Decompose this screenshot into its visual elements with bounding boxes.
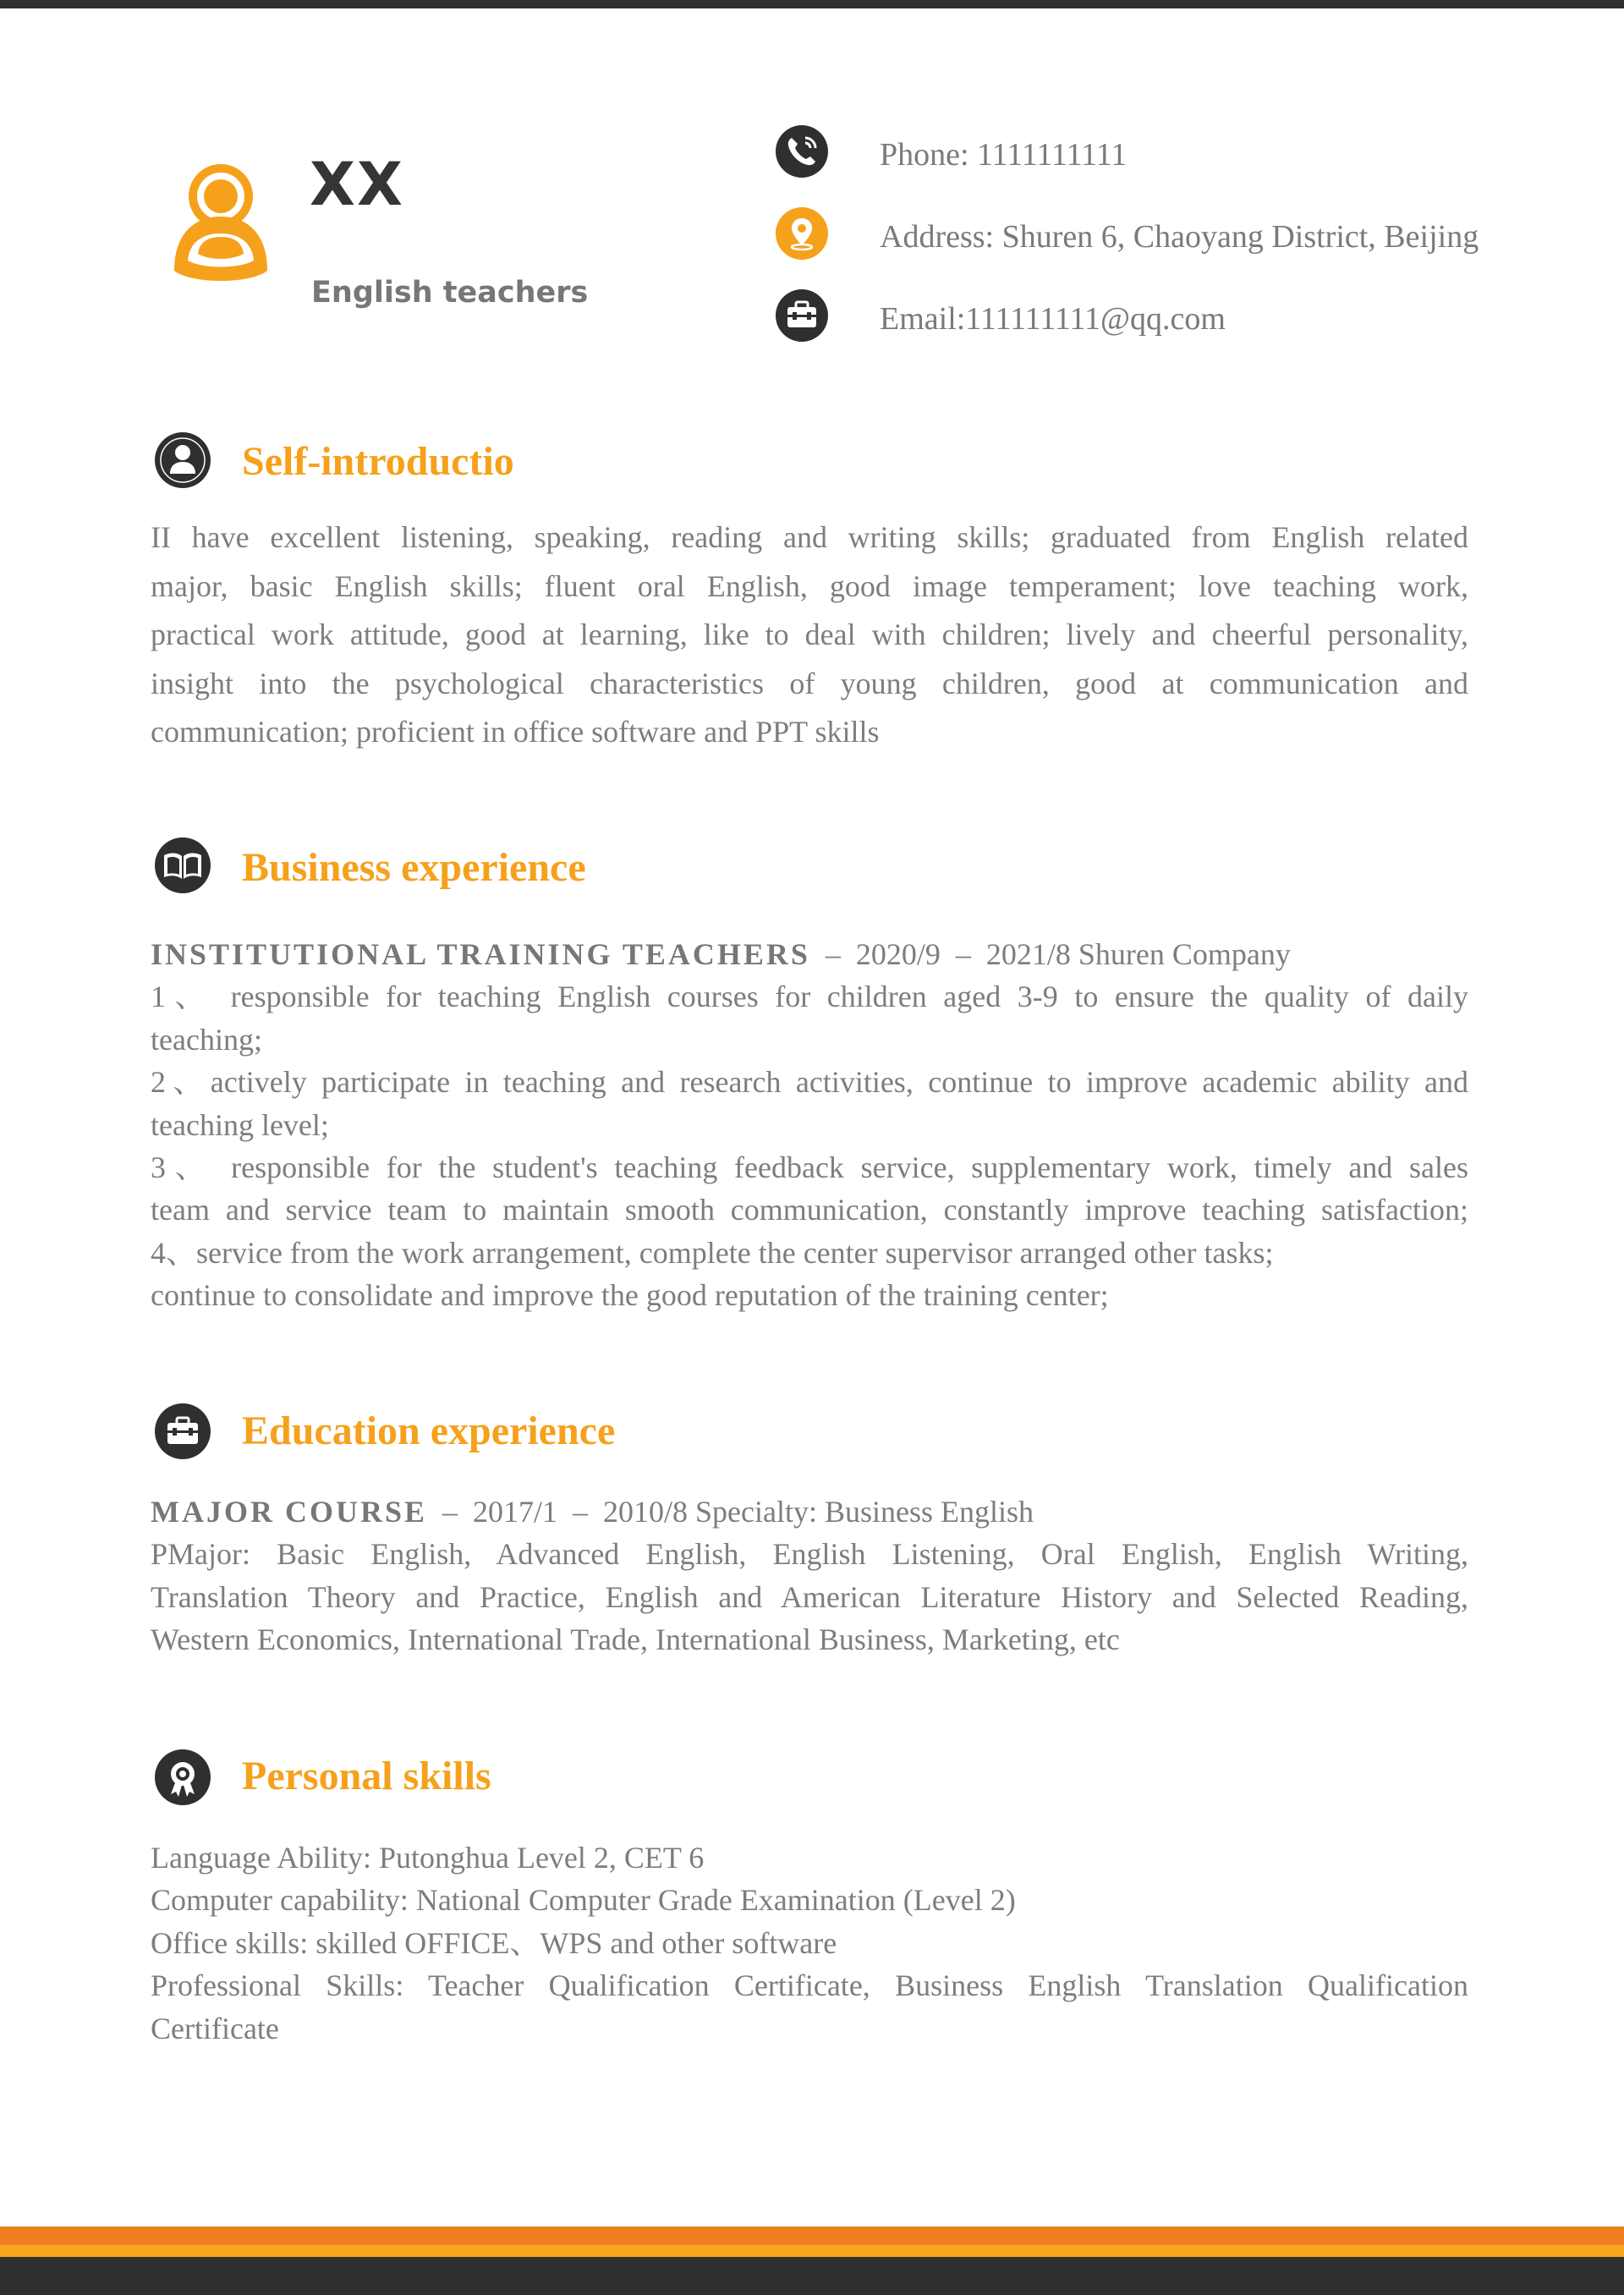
- course-line: Translation Theory and Practice, English and American Literature History and Selected Reading,: [151, 1579, 1468, 1614]
- date-separator: –: [442, 1495, 458, 1529]
- section-title-business: Business experience: [242, 845, 586, 890]
- address-text: Address: Shuren 6, Chaoyang District, Beijing: [880, 219, 1479, 255]
- phone-icon: [775, 124, 829, 178]
- skill-line: Professional Skills: Teacher Qualification Certificate, Business English Translation Qualification: [151, 1968, 1468, 2003]
- duty-line: team and service team to maintain smooth communication, constantly improve teaching satisfaction;: [151, 1193, 1468, 1227]
- skill-line: Language Ability: Putonghua Level 2, CET 6: [151, 1841, 705, 1875]
- education-header: [151, 1491, 1468, 1533]
- paragraph-line: insight into the psychological characteristics of young children, good at communication and: [151, 666, 1468, 700]
- section-title-education: Education experience: [242, 1408, 616, 1453]
- paragraph-line: practical work attitude, good at learning, like to deal with children; lively and cheerful personality,: [151, 618, 1468, 651]
- phone-text: Phone: 1111111111: [880, 137, 1127, 173]
- footer-orange-stripe: [0, 2226, 1624, 2245]
- briefcase-icon: [775, 288, 829, 343]
- course-line: Western Economics, International Trade, International Business, Marketing, etc: [151, 1622, 1120, 1657]
- date-separator: –: [573, 1495, 589, 1529]
- course-line: PMajor: Basic English, Advanced English, English Listening, Oral English, English Writing,: [151, 1537, 1468, 1572]
- paragraph-line: II have excellent listening, speaking, reading and writing skills; graduated from English related: [151, 520, 1468, 554]
- duty-line: 1、 responsible for teaching English courses for children aged 3-9 to ensure the quality of daily: [151, 980, 1468, 1014]
- date-separator: –: [955, 937, 971, 971]
- job-title: INSTITUTIONAL TRAINING TEACHERS: [151, 937, 810, 971]
- paragraph-line: communication; proficient in office software and PPT skills: [151, 715, 880, 749]
- date-separator: –: [825, 937, 841, 971]
- footer-dark-bar: [0, 2257, 1624, 2295]
- education-end-specialty: 2010/8 Specialty: Business English: [603, 1495, 1034, 1529]
- candidate-role: English teachers: [311, 276, 589, 310]
- briefcase-icon: [154, 1403, 211, 1460]
- email-text: Email:111111111@qq.com: [880, 301, 1226, 337]
- job-header: [151, 933, 1468, 975]
- job-end-company: 2021/8 Shuren Company: [985, 937, 1291, 971]
- person-avatar-icon: [169, 161, 272, 286]
- duty-line: 4、service from the work arrangement, complete the center supervisor arranged other tasks;: [151, 1235, 1274, 1270]
- skill-line: Office skills: skilled OFFICE、WPS and other software: [151, 1925, 837, 1960]
- self-intro-text: [151, 513, 1468, 757]
- section-title-skills: Personal skills: [242, 1754, 491, 1798]
- book-icon: [154, 837, 211, 894]
- footer-yellow-stripe: [0, 2245, 1624, 2257]
- duty-line: continue to consolidate and improve the good reputation of the training center;: [151, 1278, 1109, 1313]
- paragraph-line: major, basic English skills; fluent oral English, good image temperament; love teaching work,: [151, 568, 1468, 603]
- course-title: MAJOR COURSE: [151, 1495, 428, 1529]
- section-title-self-intro: Self-introductio: [242, 439, 514, 484]
- business-content: [151, 933, 1468, 1317]
- top-border: [0, 0, 1624, 8]
- duty-line: teaching;: [151, 1022, 262, 1057]
- education-start-date: 2017/1: [473, 1495, 558, 1529]
- skills-content: [151, 1837, 1468, 2050]
- skill-line: Certificate: [151, 2011, 279, 2045]
- duty-line: 2、actively participate in teaching and research activities, continue to improve academic ability and: [151, 1065, 1468, 1100]
- person-icon: [154, 431, 211, 489]
- education-content: [151, 1491, 1468, 1661]
- job-start-date: 2020/9: [855, 937, 941, 971]
- skill-line: Computer capability: National Computer Grade Examination (Level 2): [151, 1883, 1016, 1918]
- duty-line: teaching level;: [151, 1107, 329, 1142]
- duty-line: 3、 responsible for the student's teaching feedback service, supplementary work, timely and sales: [151, 1150, 1468, 1185]
- candidate-name: XX: [310, 150, 404, 219]
- location-pin-icon: [775, 206, 829, 261]
- award-icon: [154, 1749, 211, 1806]
